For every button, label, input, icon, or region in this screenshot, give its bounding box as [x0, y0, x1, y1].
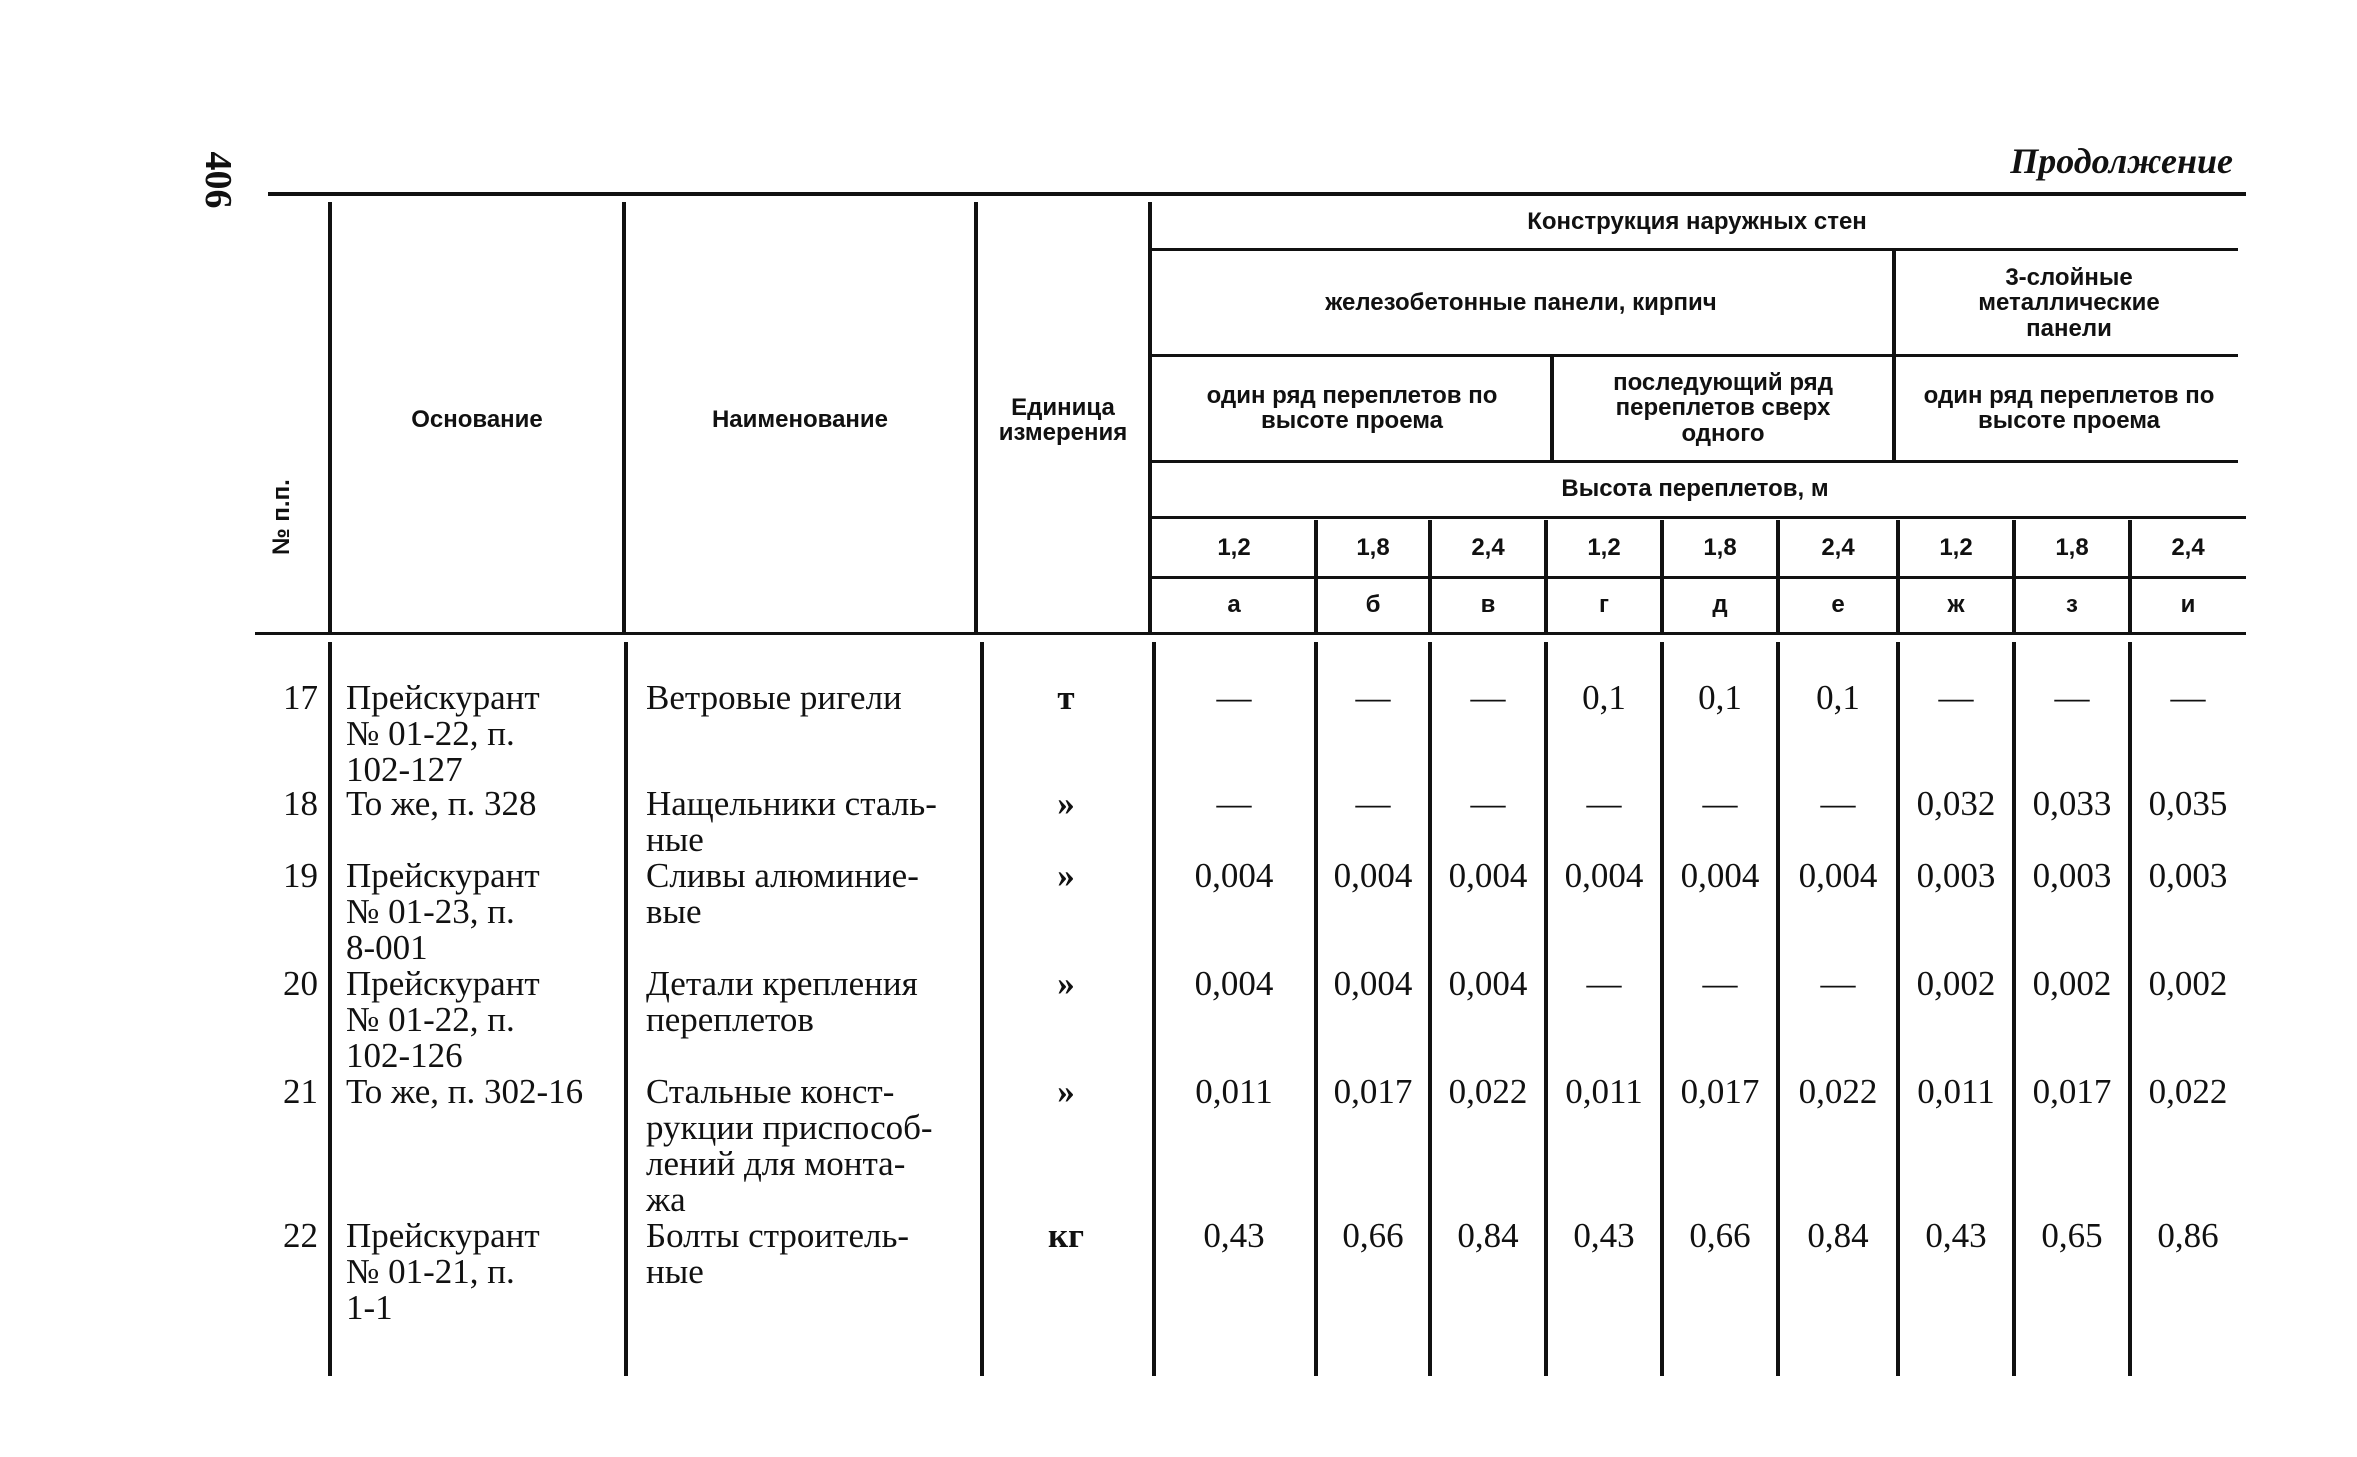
row-value: —: [1938, 678, 1974, 717]
row-name: Стальные конст- рукции приспособ- лений для монта- жа: [646, 1072, 933, 1219]
page-number-text: 406: [197, 151, 239, 209]
header-sub-a: железобетонные панели, кирпич: [1325, 289, 1717, 317]
row-value: —: [2054, 678, 2090, 717]
row-value: —: [1216, 678, 1252, 717]
row-value: 0,004: [1333, 964, 1413, 1003]
row-number: 19: [283, 856, 318, 895]
row-basis: Прейскурант № 01-22, п. 102-127: [346, 678, 540, 789]
row-value: 0,022: [1448, 1072, 1528, 1111]
header-column-letter: г: [1599, 591, 1609, 619]
header-height-value: 1,8: [2055, 534, 2089, 562]
row-value: —: [1586, 784, 1622, 823]
table-top-rule: [268, 192, 2246, 196]
row-value: 0,86: [2157, 1216, 2219, 1255]
row-value: 0,1: [1816, 678, 1860, 717]
header-unit: Единица измерения: [998, 393, 1128, 446]
header-column-letter: з: [2066, 591, 2078, 619]
header-height-value: 1,2: [1587, 534, 1621, 562]
body-divider: [1660, 642, 1664, 1376]
row-value: 0,1: [1698, 678, 1742, 717]
header-rule: [1152, 460, 2238, 463]
row-value: 0,004: [1448, 856, 1528, 895]
row-value: 0,66: [1689, 1216, 1751, 1255]
row-name: Ветровые ригели: [646, 678, 902, 717]
header-sub-a1: один ряд переплетов по высоте проема: [1206, 381, 1498, 434]
header-height-value: 1,2: [1217, 534, 1251, 562]
row-value: 0,004: [1798, 856, 1878, 895]
header-height-value: 1,2: [1939, 534, 1973, 562]
header-name: Наименование: [711, 406, 889, 434]
row-value: 0,84: [1457, 1216, 1519, 1255]
header-divider: [1550, 356, 1554, 460]
continuation-label: Продолжение: [2010, 141, 2233, 181]
row-unit: »: [1057, 784, 1075, 823]
row-value: —: [1216, 784, 1252, 823]
row-number: 22: [283, 1216, 318, 1255]
row-number: 21: [283, 1072, 318, 1111]
row-value: 0,003: [2032, 856, 2112, 895]
header-bottom-rule: [255, 632, 2246, 635]
row-value: 0,004: [1333, 856, 1413, 895]
header-column-letter: в: [1480, 591, 1496, 619]
row-value: —: [1820, 784, 1856, 823]
row-number: 20: [283, 964, 318, 1003]
row-number: 18: [283, 784, 318, 823]
row-name: Сливы алюминие- вые: [646, 856, 919, 931]
row-value: 0,003: [2148, 856, 2228, 895]
row-unit: т: [1057, 678, 1075, 717]
header-rule: [1152, 248, 2238, 251]
row-value: 0,011: [1917, 1072, 1995, 1111]
body-divider: [1776, 642, 1780, 1376]
row-value: —: [2170, 678, 2206, 717]
row-value: 0,022: [1798, 1072, 1878, 1111]
row-value: 0,017: [1333, 1072, 1413, 1111]
header-height-value: 1,8: [1356, 534, 1390, 562]
row-value: 0,43: [1925, 1216, 1987, 1255]
row-value: 0,002: [2148, 964, 2228, 1003]
header-column-letter: а: [1227, 591, 1241, 619]
header-rule: [1152, 576, 2246, 579]
body-divider: [2012, 642, 2016, 1376]
body-divider: [2128, 642, 2132, 1376]
row-unit: »: [1057, 856, 1075, 895]
row-value: 0,84: [1807, 1216, 1869, 1255]
header-column-letter: б: [1365, 591, 1381, 619]
body-divider: [624, 642, 628, 1376]
body-divider: [1152, 642, 1156, 1376]
row-value: 0,004: [1564, 856, 1644, 895]
body-divider: [1314, 642, 1318, 1376]
row-value: —: [1702, 784, 1738, 823]
row-number: 17: [283, 678, 318, 717]
header-rule: [1152, 354, 2238, 357]
row-value: 0,032: [1916, 784, 1996, 823]
row-basis: То же, п. 302-16: [346, 1072, 584, 1111]
row-name: Детали крепления переплетов: [646, 964, 918, 1039]
header-column-letter: ж: [1947, 591, 1965, 619]
row-value: 0,002: [1916, 964, 1996, 1003]
row-value: 0,033: [2032, 784, 2112, 823]
row-value: 0,004: [1194, 856, 1274, 895]
header-basis: Основание: [411, 406, 543, 434]
row-value: —: [1355, 678, 1391, 717]
row-value: 0,017: [2032, 1072, 2112, 1111]
row-value: 0,004: [1680, 856, 1760, 895]
row-value: 0,43: [1203, 1216, 1265, 1255]
row-value: 0,035: [2148, 784, 2228, 823]
row-name: Нащельники сталь- ные: [646, 784, 937, 859]
header-height-value: 1,8: [1703, 534, 1737, 562]
row-value: —: [1702, 964, 1738, 1003]
header-column-letter: д: [1712, 591, 1728, 619]
row-value: —: [1820, 964, 1856, 1003]
row-value: 0,017: [1680, 1072, 1760, 1111]
row-basis: Прейскурант № 01-23, п. 8-001: [346, 856, 540, 967]
header-num: № п.п.: [268, 479, 295, 555]
header-height-value: 2,4: [2171, 534, 2205, 562]
row-basis: Прейскурант № 01-21, п. 1-1: [346, 1216, 540, 1327]
header-height-value: 2,4: [1471, 534, 1505, 562]
page-number: [188, 150, 248, 210]
row-value: 0,011: [1565, 1072, 1643, 1111]
body-divider: [1544, 642, 1548, 1376]
row-value: 0,003: [1916, 856, 1996, 895]
row-value: —: [1355, 784, 1391, 823]
header-sub-a2: последующий ряд переплетов сверх одного: [1613, 369, 1833, 447]
row-name: Болты строитель- ные: [646, 1216, 910, 1291]
row-value: 0,004: [1194, 964, 1274, 1003]
row-unit: »: [1057, 964, 1075, 1003]
row-value: 0,004: [1448, 964, 1528, 1003]
header-group-title: Конструкция наружных стен: [1527, 208, 1867, 236]
body-divider: [1896, 642, 1900, 1376]
row-basis: Прейскурант № 01-22, п. 102-126: [346, 964, 540, 1075]
row-value: 0,65: [2041, 1216, 2103, 1255]
row-unit: »: [1057, 1072, 1075, 1111]
header-height-value: 2,4: [1821, 534, 1855, 562]
row-basis: То же, п. 328: [346, 784, 537, 823]
body-divider: [980, 642, 984, 1376]
header-sub-b1: один ряд переплетов по высоте проема: [1923, 381, 2215, 434]
header-rule: [1152, 516, 2246, 519]
row-value: 0,1: [1582, 678, 1626, 717]
body-divider: [1428, 642, 1432, 1376]
header-column-letter: е: [1831, 591, 1845, 619]
row-value: 0,022: [2148, 1072, 2228, 1111]
body-divider: [328, 642, 332, 1376]
row-value: 0,011: [1195, 1072, 1273, 1111]
header-column-letter: и: [2180, 591, 2196, 619]
header-sub-b: 3-слойные металлические панели: [1978, 264, 2160, 342]
row-value: 0,43: [1573, 1216, 1635, 1255]
row-value: —: [1470, 678, 1506, 717]
row-value: —: [1470, 784, 1506, 823]
header-height-label: Высота переплетов, м: [1561, 475, 1829, 503]
row-unit: кг: [1047, 1216, 1085, 1255]
row-value: —: [1586, 964, 1622, 1003]
row-value: 0,002: [2032, 964, 2112, 1003]
row-value: 0,66: [1342, 1216, 1404, 1255]
